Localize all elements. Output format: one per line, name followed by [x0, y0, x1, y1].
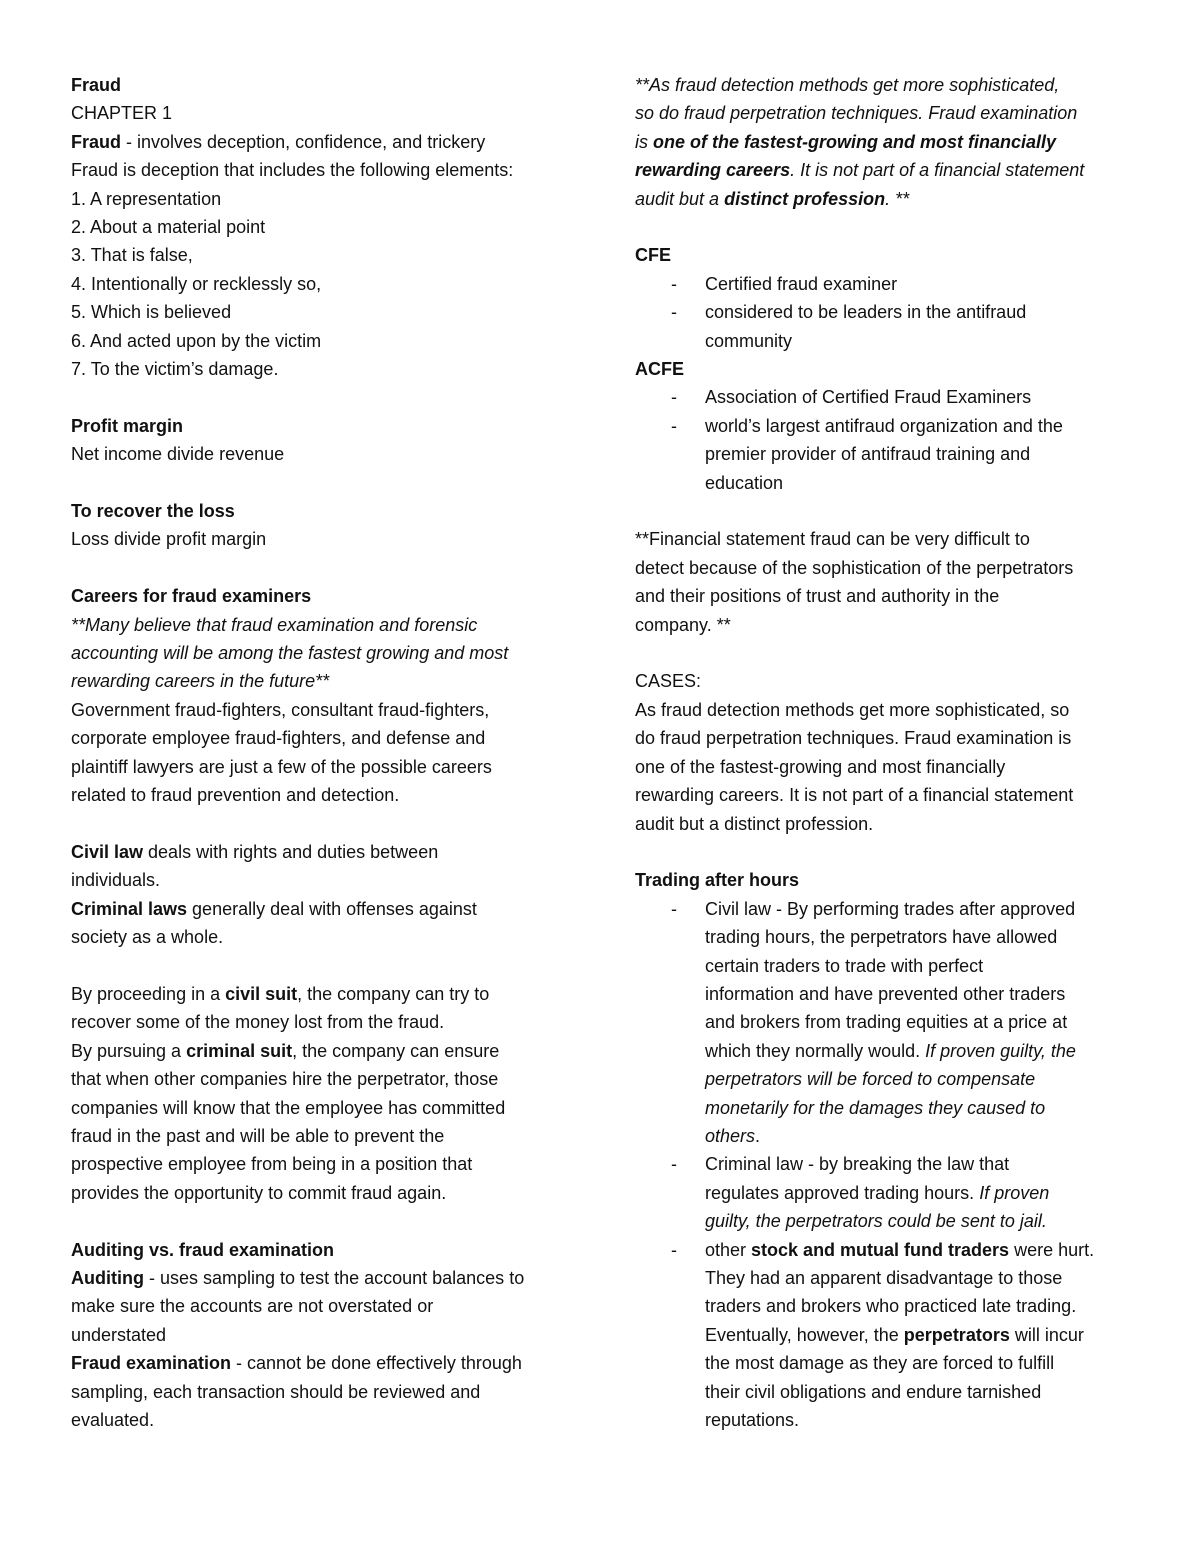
elements-intro: Fraud is deception that includes the following elements: [71, 160, 514, 181]
profit-margin-heading: Profit margin [71, 415, 184, 436]
criminal-suit-pre: By pursuing a [71, 1040, 187, 1061]
fraud-definition [71, 128, 581, 156]
criminal-suit-post: , the company can ensure [292, 1040, 500, 1061]
criminal-suit-line: companies will know that the employee has committed [71, 1097, 506, 1118]
criminal-suit-line: that when other companies hire the perpetrator, those [71, 1069, 499, 1090]
italic-span: If proven [979, 1182, 1050, 1203]
civil-law-definition [71, 838, 581, 866]
list-item-text: premier provider of antifraud training and [705, 444, 1031, 465]
text-span: will incur [1009, 1324, 1084, 1345]
careers-heading: Careers for fraud examiners [71, 586, 312, 607]
list-item-text: Association of Certified Fraud Examiners [705, 387, 1032, 408]
italic-span: others [705, 1125, 756, 1146]
list-item-text: considered to be leaders in the antifraud [705, 302, 1027, 323]
auditing-definition [71, 1264, 581, 1292]
list-item-text: guilty, the perpetrators could be sent to jail. [705, 1211, 1047, 1232]
civil-suit-pre: By proceeding in a [71, 983, 226, 1004]
list-item-text: certain traders to trade with perfect [705, 955, 984, 976]
acfe-list-item [635, 412, 1145, 497]
bold-span: perpetrators [903, 1324, 1010, 1345]
dash-bullet: - [671, 415, 677, 436]
trading-civil-item [635, 895, 1145, 1151]
intro-quote-line: so do fraud perpetration techniques. Fraud examination [635, 103, 1078, 124]
intro-quote-line [635, 185, 1145, 213]
trading-criminal-item [635, 1150, 1145, 1235]
trading-other-item [635, 1236, 1145, 1435]
list-item-text: world’s largest antifraud organization and the [705, 415, 1063, 436]
criminal-suit-paragraph [71, 1037, 581, 1065]
element-item: 2. About a material point [71, 217, 266, 238]
trading-heading: Trading after hours [635, 870, 800, 891]
dash-bullet: - [671, 898, 677, 919]
careers-quote-line: rewarding careers in the future** [71, 671, 330, 692]
doc-title: Fraud [71, 75, 122, 95]
right-column [635, 71, 1145, 1434]
fs-note-line: and their positions of trust and authority in the [635, 586, 1000, 607]
careers-quote-line: **Many believe that fraud examination and forensic [71, 614, 478, 635]
list-item-text: perpetrators will be forced to compensate [705, 1069, 1036, 1090]
auditing-line: make sure the accounts are not overstated or [71, 1296, 434, 1317]
fs-note-line: company. ** [635, 614, 731, 635]
criminal-law-definition [71, 895, 581, 923]
element-item: 3. That is false, [71, 245, 193, 266]
quote-post: . It is not part of a financial statement [790, 160, 1085, 181]
quote-pre: audit but a [635, 188, 725, 209]
dash-bullet: - [671, 387, 677, 408]
cases-line: do fraud perpetration techniques. Fraud examination is [635, 728, 1072, 749]
list-item-text: the most damage as they are forced to fulfill [705, 1353, 1055, 1374]
list-item-text: Certified fraud examiner [705, 273, 898, 294]
list-item-text: They had an apparent disadvantage to those [705, 1268, 1063, 1288]
text-span: regulates approved trading hours. [705, 1182, 980, 1203]
civil-law-text: deals with rights and duties between [143, 841, 439, 862]
auditing-term: Auditing [71, 1267, 144, 1288]
fraud-examination-definition [71, 1349, 581, 1377]
civil-suit-paragraph [71, 980, 581, 1008]
civil-suit-line: recover some of the money lost from the fraud. [71, 1012, 445, 1033]
quote-pre: is [635, 131, 653, 152]
fraud-examination-line: sampling, each transaction should be reviewed and [71, 1381, 481, 1402]
chapter-label: CHAPTER 1 [71, 103, 173, 124]
recover-loss-text: Loss divide profit margin [71, 529, 267, 550]
fraud-examination-text: - cannot be done effectively through [231, 1353, 522, 1374]
element-item: 4. Intentionally or recklessly so, [71, 273, 322, 294]
element-item: 1. A representation [71, 188, 222, 209]
careers-quote-line: accounting will be among the fastest growing and most [71, 643, 509, 664]
civil-suit-post: , the company can try to [297, 983, 490, 1004]
intro-quote-line [635, 128, 1145, 156]
careers-text-line: Government fraud-fighters, consultant fraud-fighters, [71, 699, 490, 720]
text-span: Eventually, however, the [705, 1324, 904, 1345]
text-span: were hurt. [1009, 1239, 1095, 1260]
list-item-text: reputations. [705, 1410, 800, 1431]
left-column [71, 71, 581, 1434]
list-item-text: information and have prevented other traders [705, 983, 1066, 1004]
intro-quote-line: **As fraud detection methods get more sophisticated, [635, 75, 1060, 95]
cases-heading: CASES: [635, 671, 702, 692]
quote-bold: one of the fastest-growing and most financially [653, 131, 1057, 152]
cases-line: audit but a distinct profession. [635, 813, 874, 834]
cases-line: one of the fastest-growing and most financially [635, 756, 1006, 777]
intro-quote-line [635, 156, 1145, 184]
criminal-suit-term: criminal suit [186, 1040, 293, 1061]
list-item-text: traders and brokers who practiced late trading. [705, 1296, 1077, 1317]
careers-text-line: plaintiff lawyers are just a few of the possible careers [71, 756, 492, 777]
text-span: which they normally would. [705, 1040, 926, 1061]
element-item: 7. To the victim’s damage. [71, 359, 279, 380]
list-item-text [705, 1236, 1145, 1264]
list-item-text [705, 1037, 1145, 1065]
quote-bold: rewarding careers [635, 160, 791, 181]
careers-text-line: related to fraud prevention and detection. [71, 785, 400, 806]
list-item-text: their civil obligations and endure tarnished [705, 1381, 1042, 1402]
italic-span: If proven guilty, the [925, 1040, 1076, 1061]
cfe-heading: CFE [635, 245, 671, 266]
dash-bullet: - [671, 302, 677, 323]
list-item-text [705, 1122, 1145, 1150]
cfe-list-item [635, 270, 1145, 298]
acfe-list-item [635, 383, 1145, 411]
careers-text-line: corporate employee fraud-fighters, and defense and [71, 728, 486, 749]
list-item-text: education [705, 472, 784, 493]
auditing-text: - uses sampling to test the account balances to [143, 1267, 525, 1288]
fraud-examination-line: evaluated. [71, 1410, 155, 1430]
fs-note-line: **Financial statement fraud can be very difficult to [635, 529, 1030, 550]
civil-law-term: Civil law [71, 841, 144, 862]
civil-suit-term: civil suit [225, 983, 298, 1004]
quote-bold: distinct profession [724, 188, 886, 209]
criminal-suit-line: prospective employee from being in a position that [71, 1154, 473, 1175]
cases-line: As fraud detection methods get more sophisticated, so [635, 699, 1070, 720]
cases-line: rewarding careers. It is not part of a financial statement [635, 785, 1074, 806]
fraud-definition-text: - involves deception, confidence, and trickery [121, 131, 486, 152]
text-span: . [755, 1125, 761, 1146]
list-item-text: monetarily for the damages they caused to [705, 1097, 1046, 1118]
fraud-term: Fraud [71, 131, 122, 152]
acfe-heading: ACFE [635, 359, 684, 380]
list-item-text: Civil law - By performing trades after approved [705, 898, 1076, 919]
cfe-list-item [635, 298, 1145, 355]
criminal-law-text: generally deal with offenses against [187, 898, 477, 919]
list-item-text [705, 1321, 1145, 1349]
fraud-examination-term: Fraud examination [71, 1353, 232, 1374]
quote-post: . ** [885, 188, 910, 209]
auditing-vs-fraud-heading: Auditing vs. fraud examination [71, 1239, 335, 1260]
list-item-text [705, 1179, 1145, 1207]
criminal-suit-line: provides the opportunity to commit fraud again. [71, 1182, 447, 1203]
recover-loss-heading: To recover the loss [71, 501, 235, 522]
criminal-suit-line: fraud in the past and will be able to prevent the [71, 1125, 445, 1146]
list-item-text: and brokers from trading equities at a price at [705, 1012, 1068, 1033]
list-item-text: Criminal law - by breaking the law that [705, 1154, 1010, 1175]
fs-note-line: detect because of the sophistication of the perpetrators [635, 557, 1074, 578]
criminal-law-term: Criminal laws [71, 898, 188, 919]
dash-bullet: - [671, 273, 677, 294]
dash-bullet: - [671, 1154, 677, 1175]
auditing-line: understated [71, 1324, 167, 1345]
element-item: 6. And acted upon by the victim [71, 330, 322, 351]
list-item-text: community [705, 330, 793, 351]
list-item-text: trading hours, the perpetrators have allowed [705, 927, 1058, 948]
criminal-law-text-line: society as a whole. [71, 927, 224, 948]
element-item: 5. Which is believed [71, 302, 232, 323]
civil-law-text-line: individuals. [71, 870, 161, 891]
profit-margin-text: Net income divide revenue [71, 444, 285, 465]
dash-bullet: - [671, 1239, 677, 1260]
bold-span: stock and mutual fund traders [751, 1239, 1010, 1260]
text-span: other [705, 1239, 752, 1260]
